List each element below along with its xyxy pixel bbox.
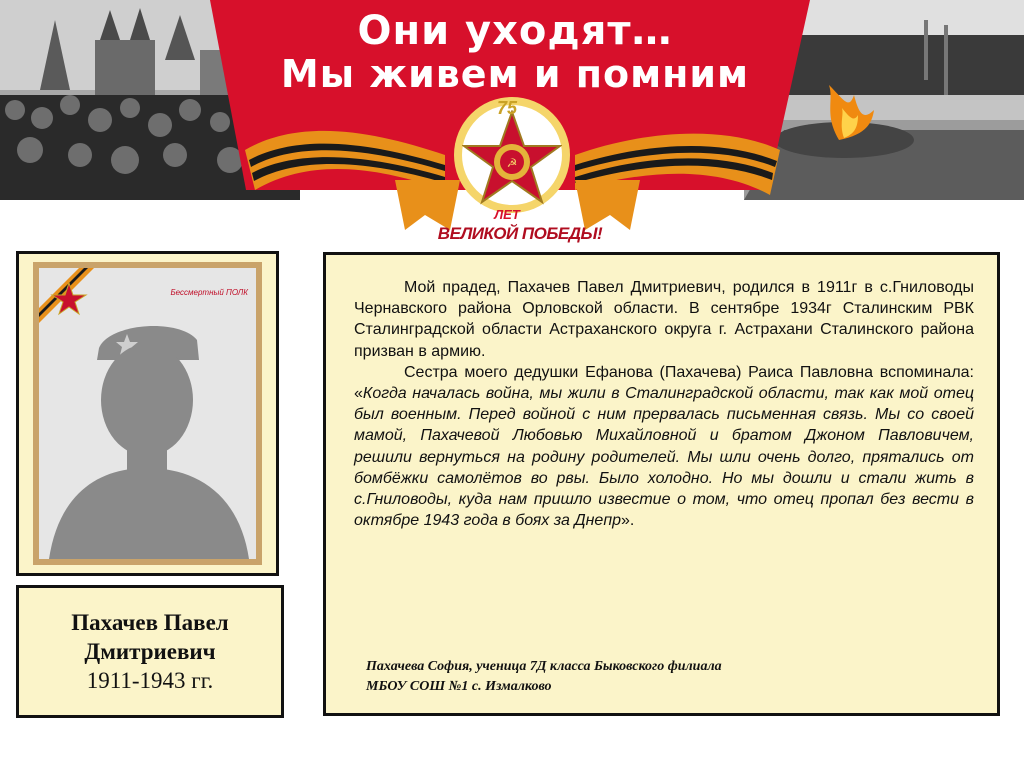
story-text (354, 277, 974, 531)
author-signature (366, 657, 926, 697)
svg-text:☭: ☭ (506, 156, 518, 170)
name-card (16, 585, 284, 718)
emblem-anniversary-number: 75 (496, 98, 518, 118)
signature-line-2: МБОУ СОШ №1 с. Измалково (366, 679, 552, 694)
story-paragraph-2-intro: Сестра моего дедушки Ефанова (Пахачева) Раиса Павловна вспоминала: « (354, 363, 974, 403)
emblem-years-label: ЛЕТ (494, 207, 520, 222)
portrait-photo (39, 268, 256, 559)
header-banner (0, 0, 1024, 250)
signature-line-1: Пахачева София, ученица 7Д класса Быковского филиала (366, 659, 722, 674)
story-card (323, 252, 1000, 716)
story-paragraph-2 (354, 362, 974, 532)
immortal-regiment-logo: Бессмертный ПОЛК (170, 288, 248, 297)
person-name-line-1: Пахачев Павел (71, 610, 229, 635)
portrait-frame (16, 251, 279, 576)
person-name-line-2: Дмитриевич (84, 639, 216, 664)
banner-title-line-1: Они уходят… (357, 8, 673, 54)
person-years: 1911-1943 гг. (86, 668, 214, 693)
story-paragraph-2-end: ». (621, 512, 635, 530)
story-quote: Когда началась война, мы жили в Сталинградской области, так как мой отец был военным. Перед войной с ним прервалась письменная связь. Мы со своей мамой, Пахачевой Любовью Михайловной и братом Джоном Павловичем, решили вернуться на родину родителей. Мы шли очень долго, прятались от бомбёжки самолётов во рвы. Было холодно. Но мы дошли и стали жить в с.Гниловоды, куда нам пришло известие о том, что отец пропал без вести в октябре 1943 года в боях за Днепр (354, 385, 974, 530)
story-paragraph-1: Мой прадед, Пахачев Павел Дмитриевич, родился в 1911г в с.Гниловоды Чернавского района Орловской области. В сентябре 1934г Сталинским РВК Сталинградской области Астраханского округа г. Астрахани Сталинского района призван в армию. (354, 279, 974, 360)
order-star-icon (462, 110, 562, 210)
portrait-mat (33, 262, 262, 565)
corner-ribbon-icon (39, 268, 119, 338)
victory-caption: ВЕЛИКОЙ ПОБЕДЫ! (437, 224, 603, 243)
banner-title-line-2: Мы живем и помним (280, 52, 750, 96)
